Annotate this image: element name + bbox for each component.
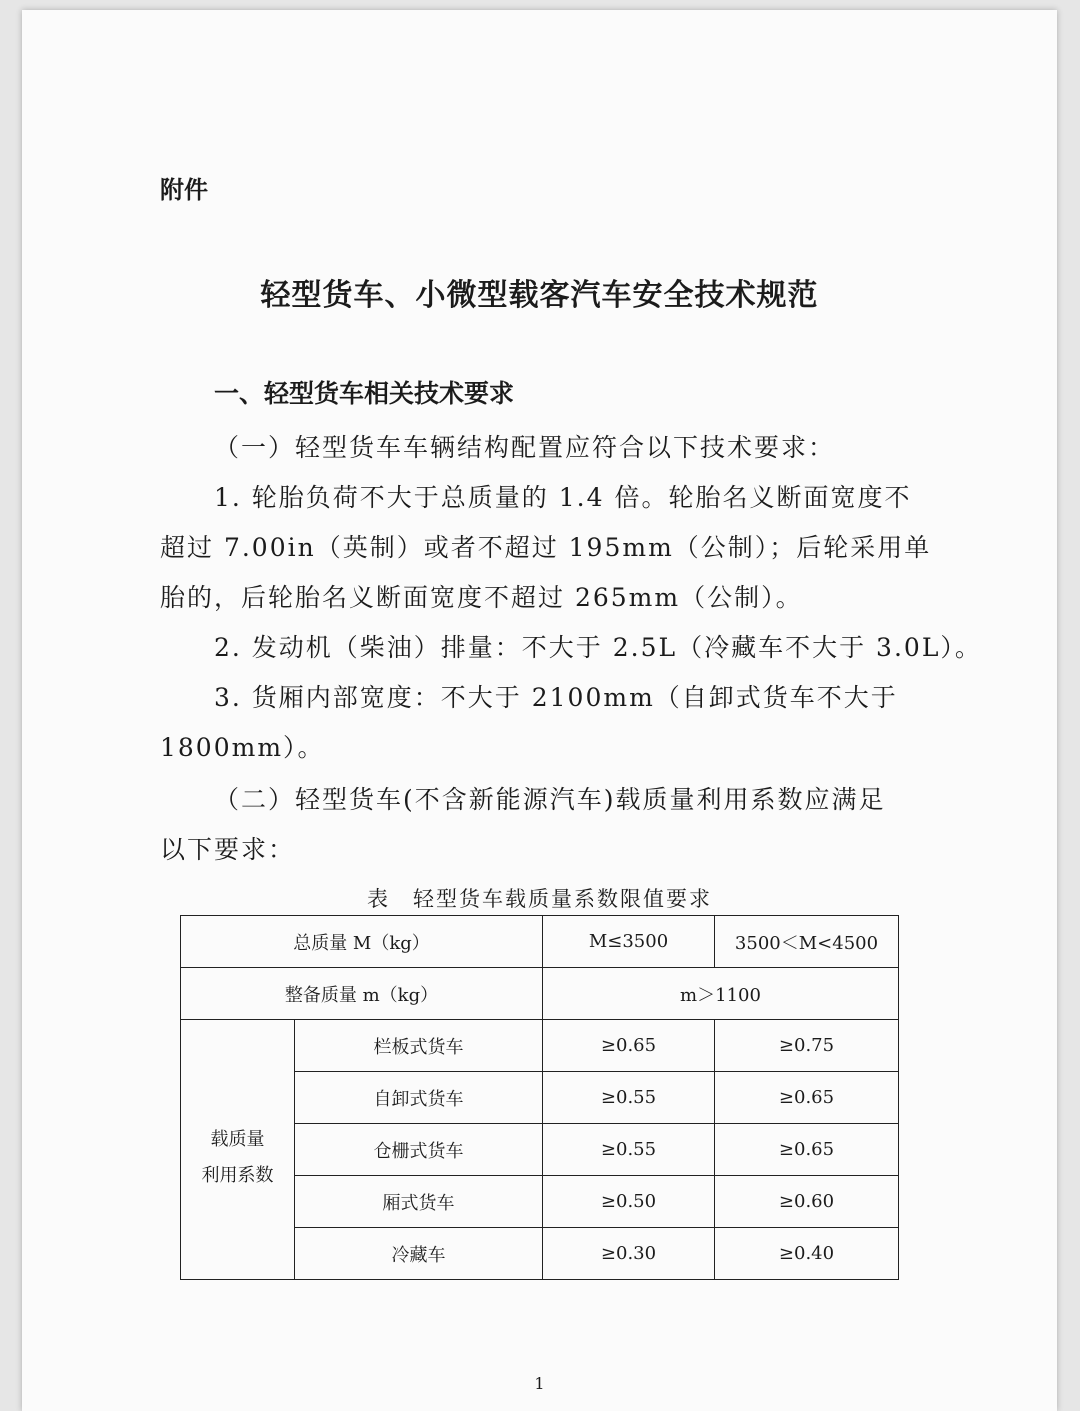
requirements-table (180, 915, 899, 1280)
table-cell: ≥0.75 (715, 1020, 899, 1072)
table-cell: 总质量 M（kg） (181, 916, 543, 968)
table-cell: ≥0.55 (543, 1124, 715, 1176)
table-cell: ≥0.40 (715, 1228, 899, 1280)
paragraph-line: （一）轻型货车车辆结构配置应符合以下技术要求： (214, 433, 836, 462)
document-page (22, 10, 1057, 1411)
paragraph-line: 超过 7.00in（英制）或者不超过 195mm（公制）；后轮采用单 (160, 533, 932, 562)
table-caption: 表 轻型货车载质量系数限值要求 (367, 887, 712, 911)
table-cell: ≥0.55 (543, 1072, 715, 1124)
section-heading: 一、轻型货车相关技术要求 (214, 379, 515, 408)
paragraph-line: 3. 货厢内部宽度：不大于 2100mm（自卸式货车不大于 (214, 683, 898, 712)
table-cell: 栏板式货车 (295, 1020, 543, 1072)
paragraph-line: 1. 轮胎负荷不大于总质量的 1.4 倍。轮胎名义断面宽度不 (214, 483, 912, 512)
table-cell: ≥0.65 (543, 1020, 715, 1072)
group-label-line: 利用系数 (201, 1164, 274, 1186)
table-cell: ≥0.50 (543, 1176, 715, 1228)
table-cell: 冷藏车 (295, 1228, 543, 1280)
table-row (181, 968, 899, 1020)
table-cell: ≥0.65 (715, 1124, 899, 1176)
paragraph-line: 胎的，后轮胎名义断面宽度不超过 265mm（公制）。 (160, 583, 803, 612)
page-number: 1 (534, 1374, 545, 1393)
table-cell: ≥0.65 (715, 1072, 899, 1124)
table-cell: ≥0.30 (543, 1228, 715, 1280)
paragraph-line: 1800mm）。 (160, 733, 325, 762)
table-cell: 自卸式货车 (295, 1072, 543, 1124)
table-cell: 整备质量 m（kg） (181, 968, 543, 1020)
table-cell: M≤3500 (543, 916, 715, 968)
paragraph-line: 以下要求： (160, 835, 296, 864)
group-label-cell (181, 1020, 295, 1280)
table-cell: ≥0.60 (715, 1176, 899, 1228)
group-label-line: 载质量 (210, 1128, 265, 1150)
table-cell: m＞1100 (543, 968, 899, 1020)
paragraph-line: （二）轻型货车(不含新能源汽车)载质量利用系数应满足 (214, 785, 886, 814)
paragraph-line: 2. 发动机（柴油）排量：不大于 2.5L（冷藏车不大于 3.0L）。 (214, 633, 982, 662)
attachment-label: 附件 (160, 176, 208, 204)
table-cell: 仓栅式货车 (295, 1124, 543, 1176)
table-row (181, 1020, 899, 1072)
table-cell: 厢式货车 (295, 1176, 543, 1228)
table-cell: 3500＜M<4500 (715, 916, 899, 968)
table-header-row (181, 916, 899, 968)
document-title: 轻型货车、小微型载客汽车安全技术规范 (260, 278, 819, 313)
